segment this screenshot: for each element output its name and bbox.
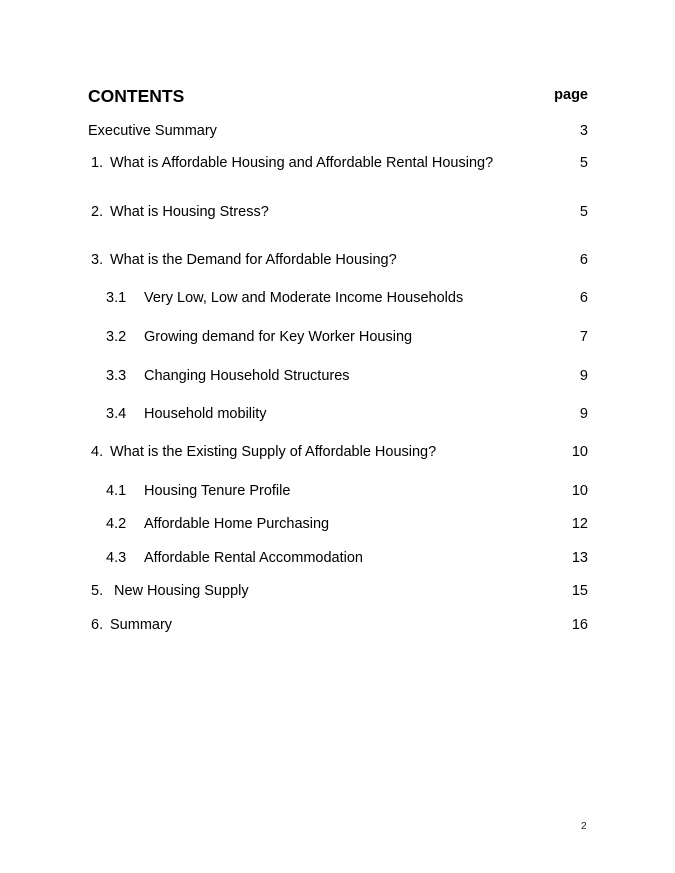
toc-entry-number: 4.2: [106, 516, 127, 532]
toc-entry-page: 5: [579, 155, 588, 171]
toc-entry-2[interactable]: [88, 202, 588, 222]
toc-entry-label: Housing Tenure Profile: [144, 483, 291, 499]
toc-entry-executive-summary[interactable]: [88, 121, 588, 141]
toc-entry-3-4[interactable]: [88, 404, 588, 424]
toc-entry-page: 9: [579, 406, 588, 422]
page-number: 2: [581, 821, 587, 832]
toc-entry-3-2[interactable]: [88, 327, 588, 347]
toc-entry-6[interactable]: [88, 615, 588, 635]
toc-entry-label: Affordable Rental Accommodation: [144, 550, 363, 566]
toc-entry-number: 3.2: [106, 329, 127, 345]
page-column-label: page: [554, 87, 588, 103]
toc-entry-number: 4.: [91, 444, 104, 460]
toc-entry-page: 6: [579, 290, 588, 306]
toc-entry-page: 7: [579, 329, 588, 345]
toc-entry-label: New Housing Supply: [114, 583, 249, 599]
toc-entry-page: 6: [579, 252, 588, 268]
toc-entry-number: 4.1: [106, 483, 127, 499]
toc-entry-label: Growing demand for Key Worker Housing: [144, 329, 413, 345]
toc-entry-number: 6.: [91, 617, 104, 633]
toc-entry-label: Affordable Home Purchasing: [144, 516, 330, 532]
toc-entry-number: 1.: [91, 155, 104, 171]
toc-entry-label: What is the Existing Supply of Affordable Housing?: [110, 444, 437, 460]
toc-entry-page: 9: [579, 368, 588, 384]
toc-entry-page: 13: [571, 550, 588, 566]
toc-entry-number: 3.4: [106, 406, 127, 422]
toc-entry-page: 10: [571, 444, 588, 460]
toc-entry-3-3[interactable]: [88, 366, 588, 386]
toc-entry-page: 10: [571, 483, 588, 499]
toc-entry-4-2[interactable]: [88, 514, 588, 534]
toc-entry-label: Household mobility: [144, 406, 267, 422]
toc-entry-3-1[interactable]: [88, 288, 588, 308]
toc-entry-number: 3.1: [106, 290, 127, 306]
toc-entry-page: 3: [579, 123, 588, 139]
toc-entry-page: 5: [579, 204, 588, 220]
toc-entry-number: 4.3: [106, 550, 127, 566]
toc-entry-4-3[interactable]: [88, 548, 588, 568]
toc-entry-number: 3.: [91, 252, 104, 268]
toc-entry-page: 16: [571, 617, 588, 633]
toc-entry-1[interactable]: [88, 153, 588, 173]
toc-entry-5[interactable]: [88, 581, 588, 601]
toc-entry-page: 15: [571, 583, 588, 599]
toc-entry-number: 5.: [91, 583, 104, 599]
contents-heading: CONTENTS: [88, 86, 185, 106]
toc-entry-4-1[interactable]: [88, 481, 588, 501]
toc-entry-page: 12: [571, 516, 588, 532]
toc-entry-3[interactable]: [88, 250, 588, 270]
toc-entry-label: What is the Demand for Affordable Housing?: [110, 252, 397, 268]
toc-entry-4[interactable]: [88, 442, 588, 462]
toc-entry-label: Very Low, Low and Moderate Income Households: [144, 290, 464, 306]
toc-entry-label: Changing Household Structures: [144, 368, 350, 384]
toc-entry-label: Summary: [110, 617, 173, 633]
toc-entry-label: What is Affordable Housing and Affordable Rental Housing?: [110, 155, 494, 171]
toc-entry-number: 2.: [91, 204, 104, 220]
toc-entry-number: 3.3: [106, 368, 127, 384]
toc-entry-label: What is Housing Stress?: [110, 204, 269, 220]
toc-entry-label: Executive Summary: [88, 123, 217, 139]
